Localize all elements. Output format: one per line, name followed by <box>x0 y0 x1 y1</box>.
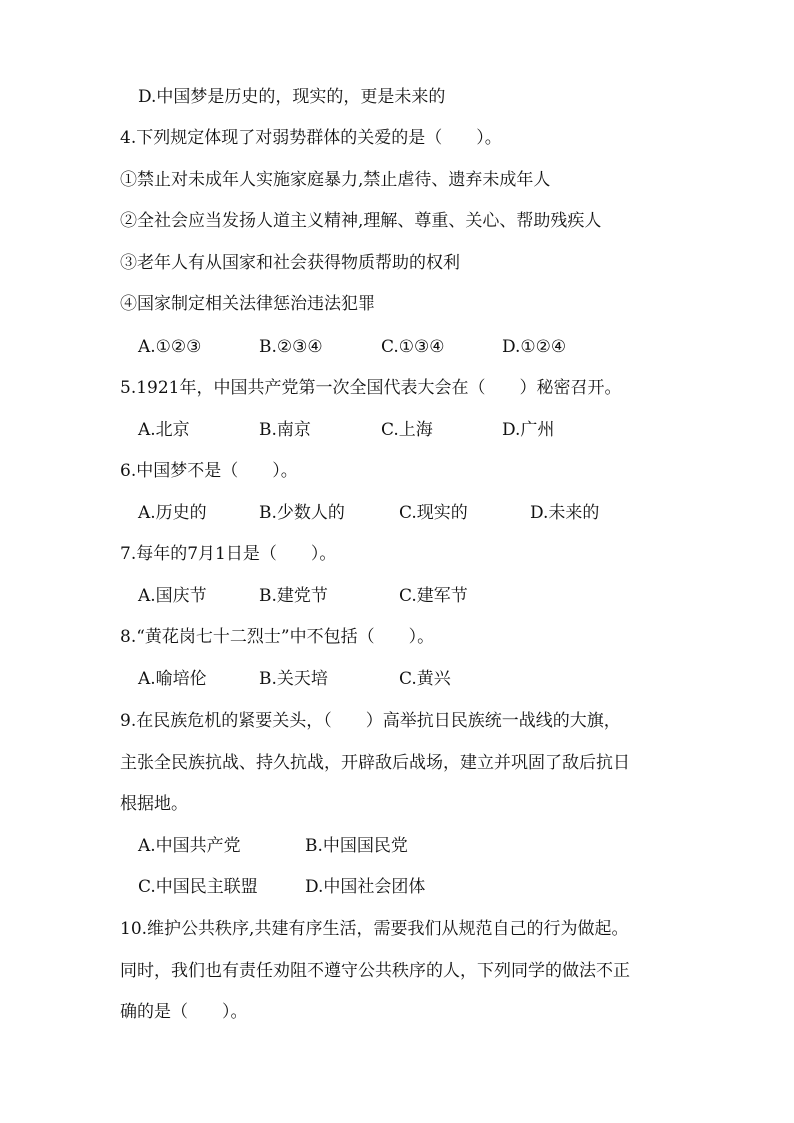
q9-option-b: B.中国国民党 <box>305 836 408 856</box>
q5-option-b: B.南京 <box>259 420 311 440</box>
q4-option-c: C.①③④ <box>381 337 445 357</box>
q4-statement-2: ②全社会应当发扬人道主义精神,理解、尊重、关心、帮助残疾人 <box>120 211 602 231</box>
q7-option-a: A.国庆节 <box>138 586 207 606</box>
q10-stem-line-3: 确的是（ ）。 <box>120 1002 248 1022</box>
q8-option-a: A.喻培伦 <box>138 669 207 689</box>
q4-statement-4: ④国家制定相关法律惩治违法犯罪 <box>120 294 375 314</box>
q4-option-a: A.①②③ <box>138 337 202 357</box>
q9-option-c: C.中国民主联盟 <box>138 877 258 897</box>
q6-option-b: B.少数人的 <box>259 503 345 523</box>
q5-option-d: D.广州 <box>502 420 555 440</box>
q9-stem-line-2: 主张全民族抗战、持久抗战，开辟敌后战场，建立并巩固了敌后抗日 <box>120 753 630 773</box>
q6-option-c: C.现实的 <box>399 503 468 523</box>
q3-option-d: D.中国梦是历史的，现实的，更是未来的 <box>138 87 446 107</box>
q9-stem-line-1: 9.在民族危机的紧要关头，（ ）高举抗日民族统一战线的大旗， <box>120 711 621 731</box>
q9-option-a: A.中国共产党 <box>138 836 241 856</box>
q10-stem-line-2: 同时，我们也有责任劝阻不遵守公共秩序的人，下列同学的做法不正 <box>120 961 630 981</box>
q8-option-c: C.黄兴 <box>399 669 451 689</box>
q7-option-c: C.建军节 <box>399 586 468 606</box>
q9-option-d: D.中国社会团体 <box>305 877 426 897</box>
q7-option-b: B.建党节 <box>259 586 328 606</box>
q6-stem: 6.中国梦不是（ ）。 <box>120 461 298 481</box>
q10-stem-line-1: 10.维护公共秩序,共建有序生活，需要我们从规范自己的行为做起。 <box>120 919 629 939</box>
q6-option-d: D.未来的 <box>530 503 600 523</box>
q4-option-d: D.①②④ <box>502 337 567 357</box>
q4-statement-1: ①禁止对未成年人实施家庭暴力,禁止虐待、遗弃未成年人 <box>120 170 551 190</box>
q6-option-a: A.历史的 <box>138 503 207 523</box>
q9-stem-line-3: 根据地。 <box>120 794 188 814</box>
q5-option-a: A.北京 <box>138 420 190 440</box>
q4-stem: 4.下列规定体现了对弱势群体的关爱的是（ ）。 <box>120 128 502 148</box>
q5-option-c: C.上海 <box>381 420 433 440</box>
q8-stem: 8.“黄花岗七十二烈士”中不包括（ ）。 <box>120 627 435 647</box>
q4-option-b: B.②③④ <box>259 337 323 357</box>
q4-statement-3: ③老年人有从国家和社会获得物质帮助的权利 <box>120 253 460 273</box>
q5-stem: 5.1921年，中国共产党第一次全国代表大会在（ ）秘密召开。 <box>120 378 622 398</box>
q7-stem: 7.每年的7月1日是（ ）。 <box>120 544 337 564</box>
q8-option-b: B.关天培 <box>259 669 328 689</box>
